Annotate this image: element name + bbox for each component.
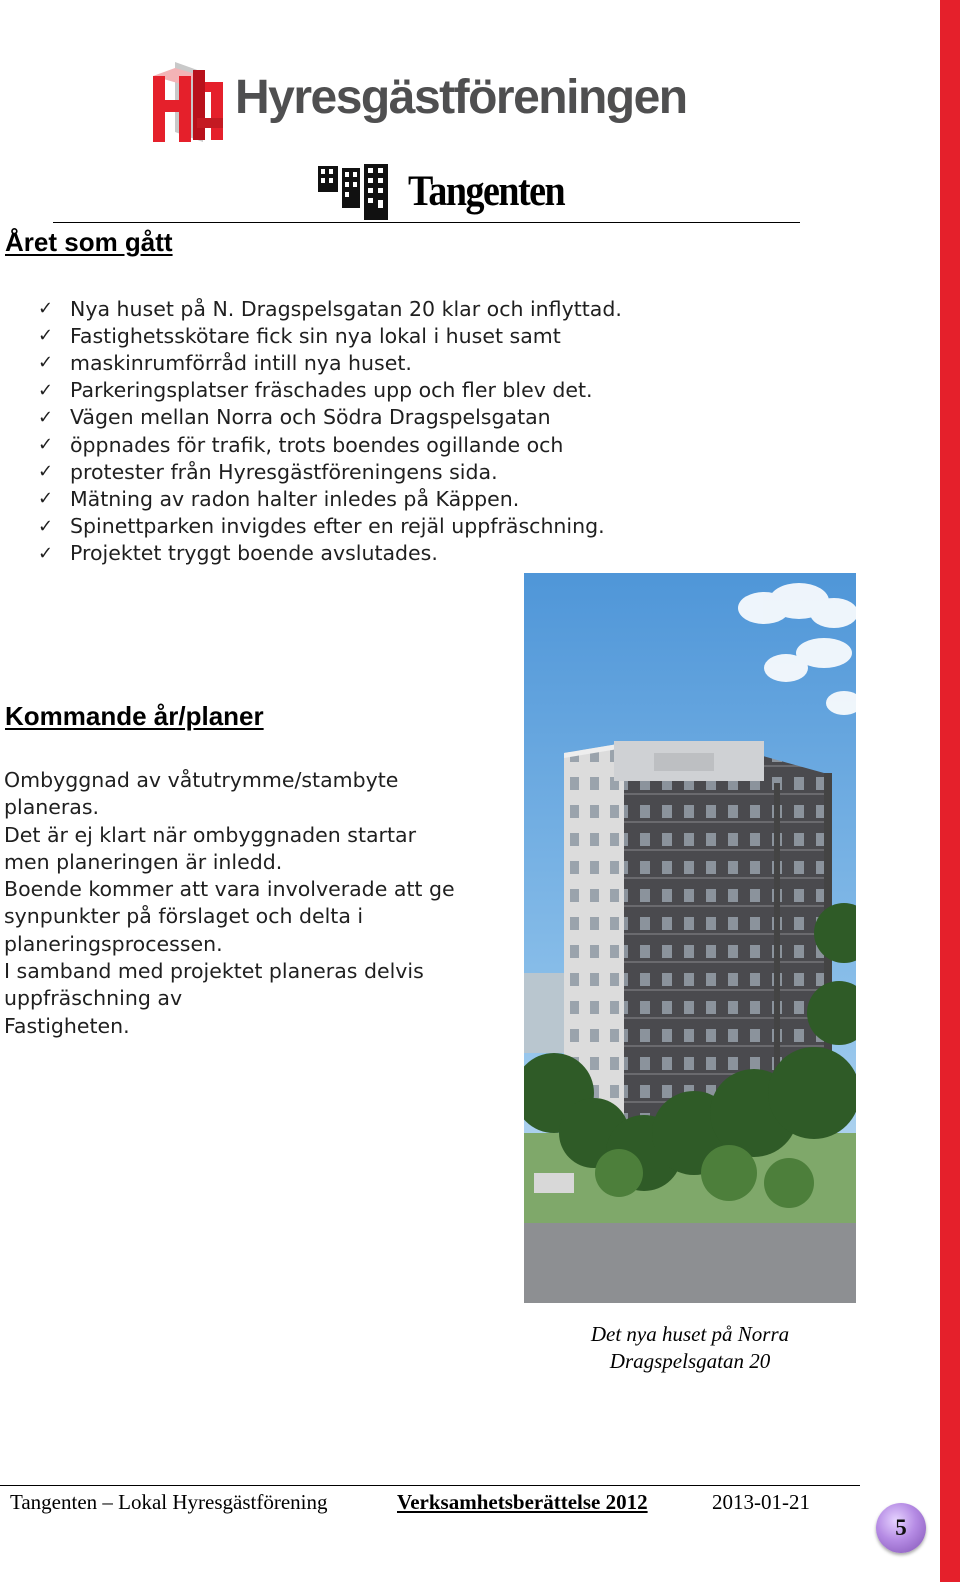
header-divider (53, 222, 800, 223)
check-icon: ✓ (38, 461, 54, 483)
check-icon: ✓ (38, 379, 54, 401)
list-item: ✓ Fastighetsskötare fick sin nya lokal i huset samt (38, 323, 561, 348)
plans-line: planeras. (4, 795, 100, 820)
plans-line: uppfräschning av (4, 986, 183, 1011)
list-item: ✓ maskinrumförråd intill nya huset. (38, 350, 412, 375)
caption-line: Det nya huset på Norra (590, 1322, 790, 1346)
footer-organisation: Tangenten – Lokal Hyresgästförening (10, 1490, 328, 1514)
footer-divider (0, 1485, 860, 1486)
list-item: ✓ Spinettparken invigdes efter en rejäl uppfräschning. (38, 514, 605, 539)
plans-line: Det är ej klart när ombyggnaden startar (4, 822, 417, 847)
check-icon: ✓ (38, 298, 54, 320)
caption-line: Dragspelsgatan 20 (609, 1349, 771, 1373)
plans-line: Fastigheten. (4, 1013, 130, 1038)
page-edge-bar (940, 0, 960, 1582)
footer-date: 2013-01-21 (712, 1490, 810, 1514)
check-icon: ✓ (38, 406, 54, 428)
tangenten-wordmark: Tangenten (408, 167, 565, 216)
check-icon: ✓ (38, 542, 54, 564)
check-icon: ✓ (38, 352, 54, 374)
check-icon: ✓ (38, 434, 54, 456)
year-review-heading: Året som gått (5, 227, 173, 257)
list-item: ✓ protester från Hyresgästföreningens sida. (38, 459, 498, 484)
list-item: ✓ Nya huset på N. Dragspelsgatan 20 klar och inflyttad. (38, 296, 622, 321)
list-item: ✓ öppnades för trafik, trots boendes ogillande och (38, 432, 564, 457)
list-item: ✓ Projektet tryggt boende avslutades. (38, 541, 438, 566)
plans-line: men planeringen är inledd. (4, 849, 283, 874)
list-item: ✓ Vägen mellan Norra och Södra Dragspelsgatan (38, 405, 551, 430)
check-icon: ✓ (38, 488, 54, 510)
plans-line: planeringsprocessen. (4, 931, 223, 956)
plans-heading: Kommande år/planer (5, 701, 264, 731)
check-icon: ✓ (38, 515, 54, 537)
hg-logo-mark-icon (153, 62, 225, 147)
building-cluster-icon (316, 160, 396, 226)
plans-line: Boende kommer att vara involverade att ge (4, 877, 455, 902)
year-review-list (38, 295, 622, 567)
list-item: ✓ Mätning av radon halter inledes på Käppen. (38, 486, 520, 511)
tangenten-logo (316, 160, 576, 226)
page-number-badge: 5 (876, 1503, 926, 1553)
plans-line: Ombyggnad av våtutrymme/stambyte (4, 768, 399, 792)
check-icon: ✓ (38, 325, 54, 347)
hyresgastforeningen-logo (153, 62, 723, 147)
photo-caption (560, 1321, 820, 1375)
list-item: ✓ Parkeringsplatser fräschades upp och fler blev det. (38, 378, 593, 403)
plans-line: I samband med projektet planeras delvis (4, 959, 424, 984)
footer-report-title: Verksamhetsberättelse 2012 (397, 1490, 648, 1514)
plans-paragraph (4, 767, 455, 1040)
plans-line: synpunkter på förslaget och delta i (4, 904, 364, 929)
building-photo (524, 573, 856, 1303)
logo-wordmark: Hyresgästföreningen (235, 71, 687, 124)
